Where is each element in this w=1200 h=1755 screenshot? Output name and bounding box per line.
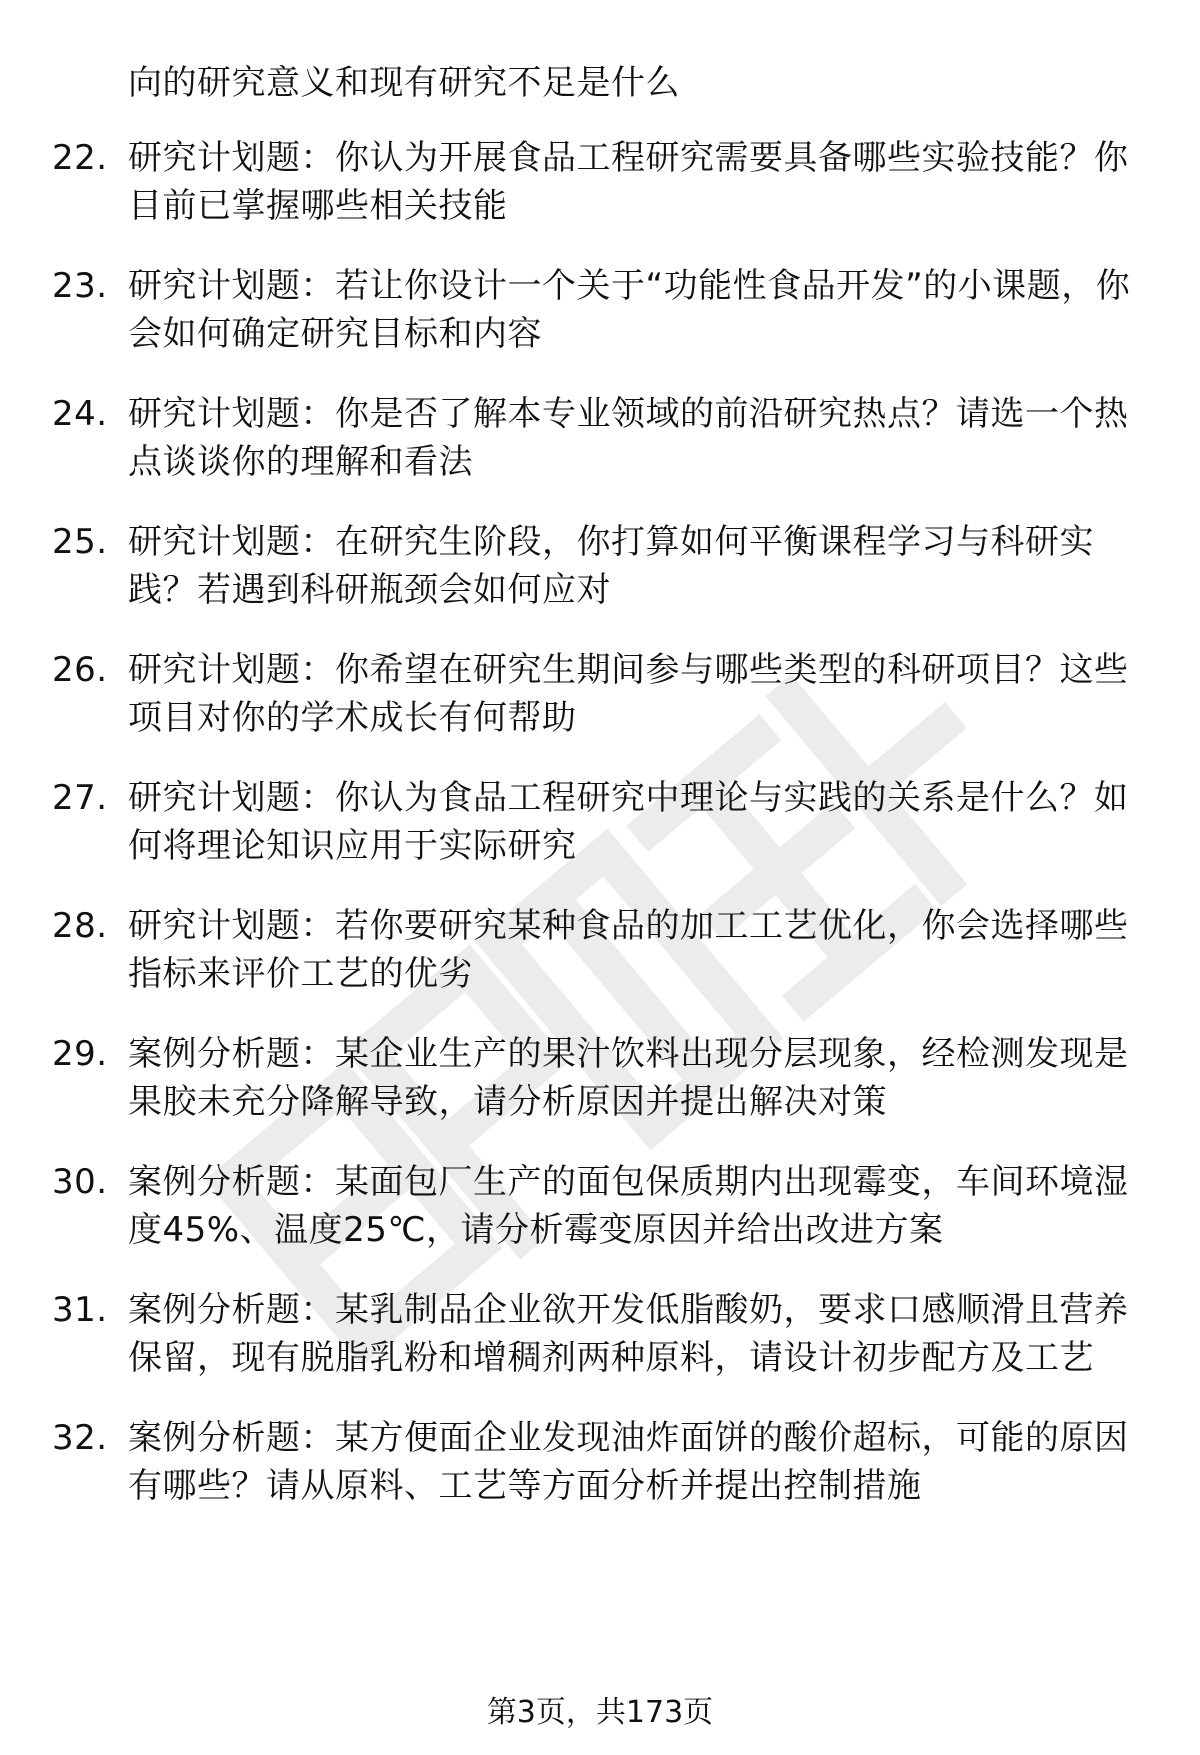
question-item-26 — [0, 646, 1200, 742]
question-number: 23. — [52, 266, 108, 306]
question-item-32 — [0, 1414, 1200, 1510]
question-text: 案例分析题：某方便面企业发现油炸面饼的酸价超标，可能的原因有哪些？请从原料、工艺等方面分析并提出控制措施 — [128, 1418, 1129, 1506]
question-number: 30. — [52, 1162, 108, 1202]
question-list — [0, 134, 1200, 1510]
question-item-30 — [0, 1158, 1200, 1254]
question-number: 26. — [52, 650, 108, 690]
question-number: 32. — [52, 1418, 108, 1458]
question-item-22 — [0, 134, 1200, 230]
question-item-27 — [0, 774, 1200, 870]
question-number: 25. — [52, 522, 108, 562]
question-number: 31. — [52, 1290, 108, 1330]
question-number: 28. — [52, 906, 108, 946]
question-text: 研究计划题：若你要研究某种食品的加工工艺优化，你会选择哪些指标来评价工艺的优劣 — [128, 906, 1129, 994]
question-item-29 — [0, 1030, 1200, 1126]
question-text: 研究计划题：你希望在研究生期间参与哪些类型的科研项目？这些项目对你的学术成长有何帮助 — [128, 650, 1129, 738]
question-text: 研究计划题：你是否了解本专业领域的前沿研究热点？请选一个热点谈谈你的理解和看法 — [128, 394, 1129, 482]
question-text: 研究计划题：你认为食品工程研究中理论与实践的关系是什么？如何将理论知识应用于实际研究 — [128, 778, 1129, 866]
question-text: 研究计划题：你认为开展食品工程研究需要具备哪些实验技能？你目前已掌握哪些相关技能 — [128, 138, 1129, 226]
question-text: 研究计划题：在研究生阶段，你打算如何平衡课程学习与科研实践？若遇到科研瓶颈会如何应对 — [128, 522, 1094, 610]
question-item-24 — [0, 390, 1200, 486]
question-number: 22. — [52, 138, 108, 178]
question-item-25 — [0, 518, 1200, 614]
question-number: 29. — [52, 1034, 108, 1074]
question-number: 24. — [52, 394, 108, 434]
question-text: 研究计划题：若让你设计一个关于“功能性食品开发”的小课题，你会如何确定研究目标和内容 — [128, 266, 1131, 354]
question-item-23 — [0, 262, 1200, 358]
question-item-31 — [0, 1286, 1200, 1382]
question-item-28 — [0, 902, 1200, 998]
page-number-footer: 第3页，共173页 — [486, 1695, 714, 1730]
question-text: 案例分析题：某企业生产的果汁饮料出现分层现象，经检测发现是果胶未充分降解导致，请分析原因并提出解决对策 — [128, 1034, 1129, 1122]
question-number: 27. — [52, 778, 108, 818]
document-body — [0, 58, 1200, 1542]
continued-question-text: 向的研究意义和现有研究不足是什么 — [128, 63, 680, 103]
question-text: 案例分析题：某面包厂生产的面包保质期内出现霉变，车间环境湿度45%、温度25℃，请分析霉变原因并给出改进方案 — [128, 1162, 1129, 1250]
question-text: 案例分析题：某乳制品企业欲开发低脂酸奶，要求口感顺滑且营养保留，现有脱脂乳粉和增稠剂两种原料，请设计初步配方及工艺 — [128, 1290, 1129, 1378]
